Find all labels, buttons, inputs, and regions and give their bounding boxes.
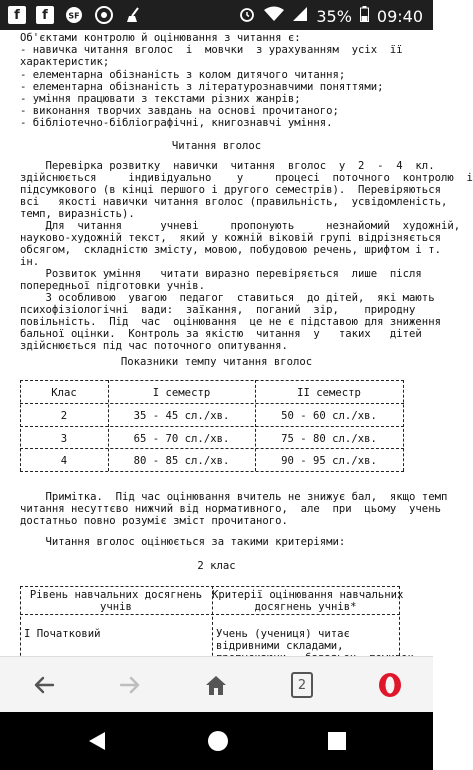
table-header: Рівень навчальних досягнень учнів — [29, 589, 203, 614]
objects-item: характеристик; — [20, 56, 110, 68]
table-cell: 35 - 45 сл./хв. — [133, 410, 230, 422]
criteria-intro: Читання вголос оцінюється за такими критеріями: — [20, 536, 346, 548]
objects-item: - бібліотечно-бібліографічні, книгознавчі уміння. — [20, 117, 333, 129]
objects-item: - уміння працювати з текстами різних жанрів; — [20, 93, 301, 105]
system-recents-icon[interactable] — [322, 729, 352, 753]
paragraph-line: Розвиток уміння читати виразно перевіряється лише після — [20, 268, 422, 280]
table-cell: 90 - 95 сл./хв. — [281, 455, 377, 467]
paragraph-line: повільність. Під час оцінювання це не є підставою для зниження — [20, 316, 441, 328]
grade-title: 2 клас — [197, 560, 236, 572]
svg-text:SF: SF — [68, 11, 80, 21]
table-header: II семестр — [297, 387, 361, 399]
clock: 09:40 — [376, 6, 423, 26]
battery-icon — [360, 6, 369, 26]
note-line: читання несуттєво нижчий від нормативного, але при цьому учень — [20, 503, 441, 515]
table-header: Клас — [51, 387, 77, 399]
chrome-icon — [94, 5, 114, 25]
opera-icon[interactable] — [370, 667, 410, 703]
forward-arrow-icon[interactable] — [110, 667, 150, 703]
page-content — [0, 30, 473, 656]
tempo-title: Показники темпу читання вголос — [120, 356, 313, 368]
table-cell: 2 — [60, 410, 68, 422]
note-line: достатньо повно розуміє зміст прочитаного. — [20, 515, 288, 527]
tabs-button[interactable] — [282, 667, 322, 703]
table-cell: 4 — [60, 455, 68, 467]
signal-icon — [292, 6, 308, 26]
system-nav-bar — [0, 712, 433, 770]
facebook-icon: f — [36, 6, 54, 24]
table-cell: 75 - 80 сл./хв. — [281, 433, 377, 445]
paragraph-line: підсумкового (в кінці першого і другого семестрів). Перевіряються — [20, 184, 441, 196]
wifi-icon — [264, 6, 284, 26]
objects-item: - навичка читання вголос і мовчки з урахуванням усіх її — [20, 44, 403, 56]
table-header: Критерії оцінювання навчальних досягнень учнів* — [212, 589, 404, 614]
note-line: Примітка. Під час оцінювання вчитель не знижує бал, якщо темп — [20, 491, 448, 503]
paragraph-line: всі якості навички читання вголос (правильність, усвідомленість, — [20, 196, 448, 208]
section-title: Читання вголос — [171, 140, 262, 152]
table-cell: Учень (учениця) читає відривними складами, — [216, 628, 350, 653]
paragraph-line: психофізіологічні вади: заїкання, поганий зір, природну — [20, 304, 416, 316]
table-cell: 80 - 85 сл./хв. — [133, 455, 230, 467]
table-cell: 65 - 70 сл./хв. — [133, 433, 230, 445]
objects-item: - елементарна обізнаність з колом дитячого читання; — [20, 69, 346, 81]
status-bar — [0, 0, 433, 30]
paragraph-line: науково-художній текст, який у кожній віковій групі відрізняється — [20, 232, 441, 244]
objects-item: - елементарна обізнаність з літературознавчими поняттями; — [20, 81, 384, 93]
system-back-icon[interactable] — [82, 729, 112, 753]
tab-count: 2 — [291, 672, 313, 698]
facebook-icon: f — [8, 6, 26, 24]
paragraph-line: бальної оцінки. Контроль за якістю читання у таких дітей — [20, 328, 422, 340]
paragraph-line: обсягом, складністю змісту, мовою, побудовою речень, шрифтом і т. — [20, 244, 441, 256]
table-cell: 3 — [60, 433, 68, 445]
broom-icon — [124, 5, 144, 25]
paragraph-line: Перевірка розвитку навички читання вголос у 2 - 4 кл. — [20, 160, 435, 172]
objects-item: - виконання творчих завдань на основі прочитаного; — [20, 105, 339, 117]
paragraph-line: здійснюється індивідуально у процесі поточного контролю і — [20, 172, 473, 184]
home-icon[interactable] — [196, 667, 236, 703]
alarm-icon — [238, 5, 256, 27]
paragraph-line: Для читання учневі пропонують незнайомий художній, — [20, 220, 461, 232]
sf-app-icon — [64, 5, 84, 25]
paragraph-line: ін. — [20, 256, 40, 268]
table-header: I семестр — [152, 387, 211, 399]
back-arrow-icon[interactable] — [24, 667, 64, 703]
paragraph-line: попередньої підготовки учнів. — [20, 280, 205, 292]
paragraph-line: З особливою увагою педагог ставиться до дітей, які мають — [20, 292, 435, 304]
paragraph-line: здійснюється під час поточного опитування. — [20, 340, 288, 352]
table-cell: I Початковий — [24, 628, 101, 640]
paragraph-line: темп, виразність). — [20, 208, 135, 220]
table-cell: 50 - 60 сл./хв. — [281, 410, 377, 422]
browser-nav-bar — [0, 656, 433, 713]
objects-title: Об'єктами контролю й оцінювання з читання є: — [20, 32, 301, 44]
battery-percent: 35% — [316, 6, 352, 26]
system-home-icon[interactable] — [203, 729, 233, 753]
